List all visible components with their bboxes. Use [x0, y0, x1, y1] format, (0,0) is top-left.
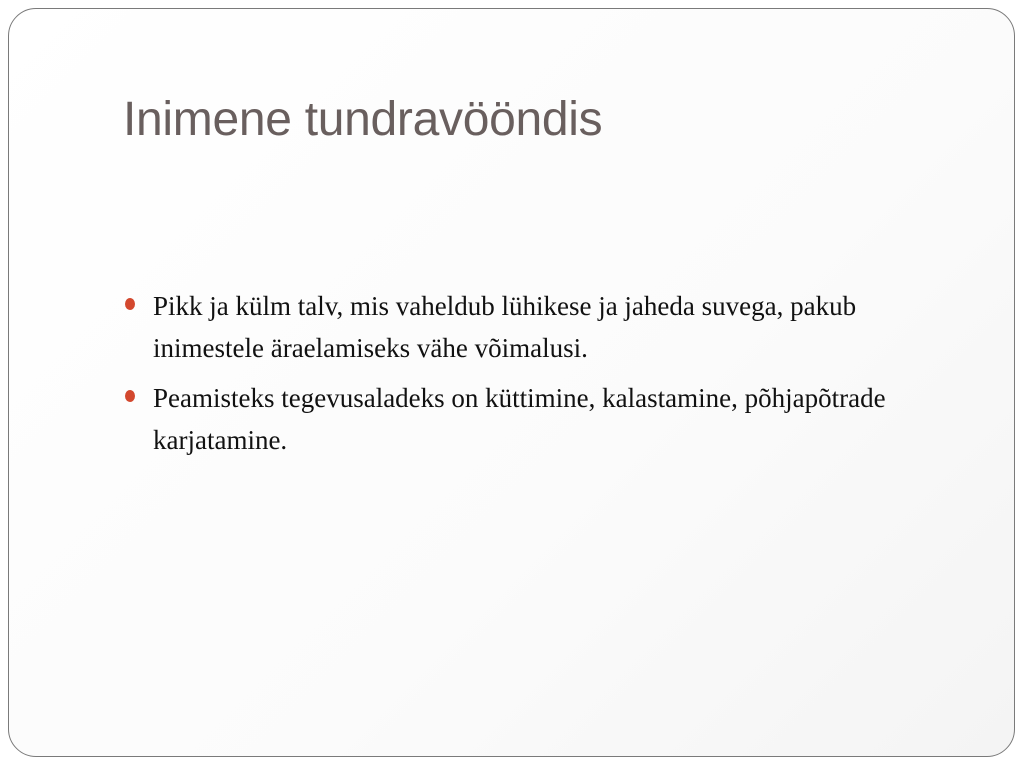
bullet-dot-icon	[125, 390, 135, 402]
bullet-dot-icon	[125, 298, 135, 310]
list-item	[125, 377, 925, 461]
slide-frame	[8, 8, 1015, 757]
list-item	[125, 285, 925, 369]
bullet-text: Pikk ja külm talv, mis vaheldub lühikese ja jaheda suvega, pakub inimestele äraelamiseks vähe võimalusi.	[153, 291, 857, 363]
bullet-list	[125, 285, 925, 469]
slide-title: Inimene tundravööndis	[123, 93, 603, 146]
bullet-text: Peamisteks tegevusaladeks on küttimine, kalastamine, põhjapõtrade karjatamine.	[153, 383, 886, 455]
